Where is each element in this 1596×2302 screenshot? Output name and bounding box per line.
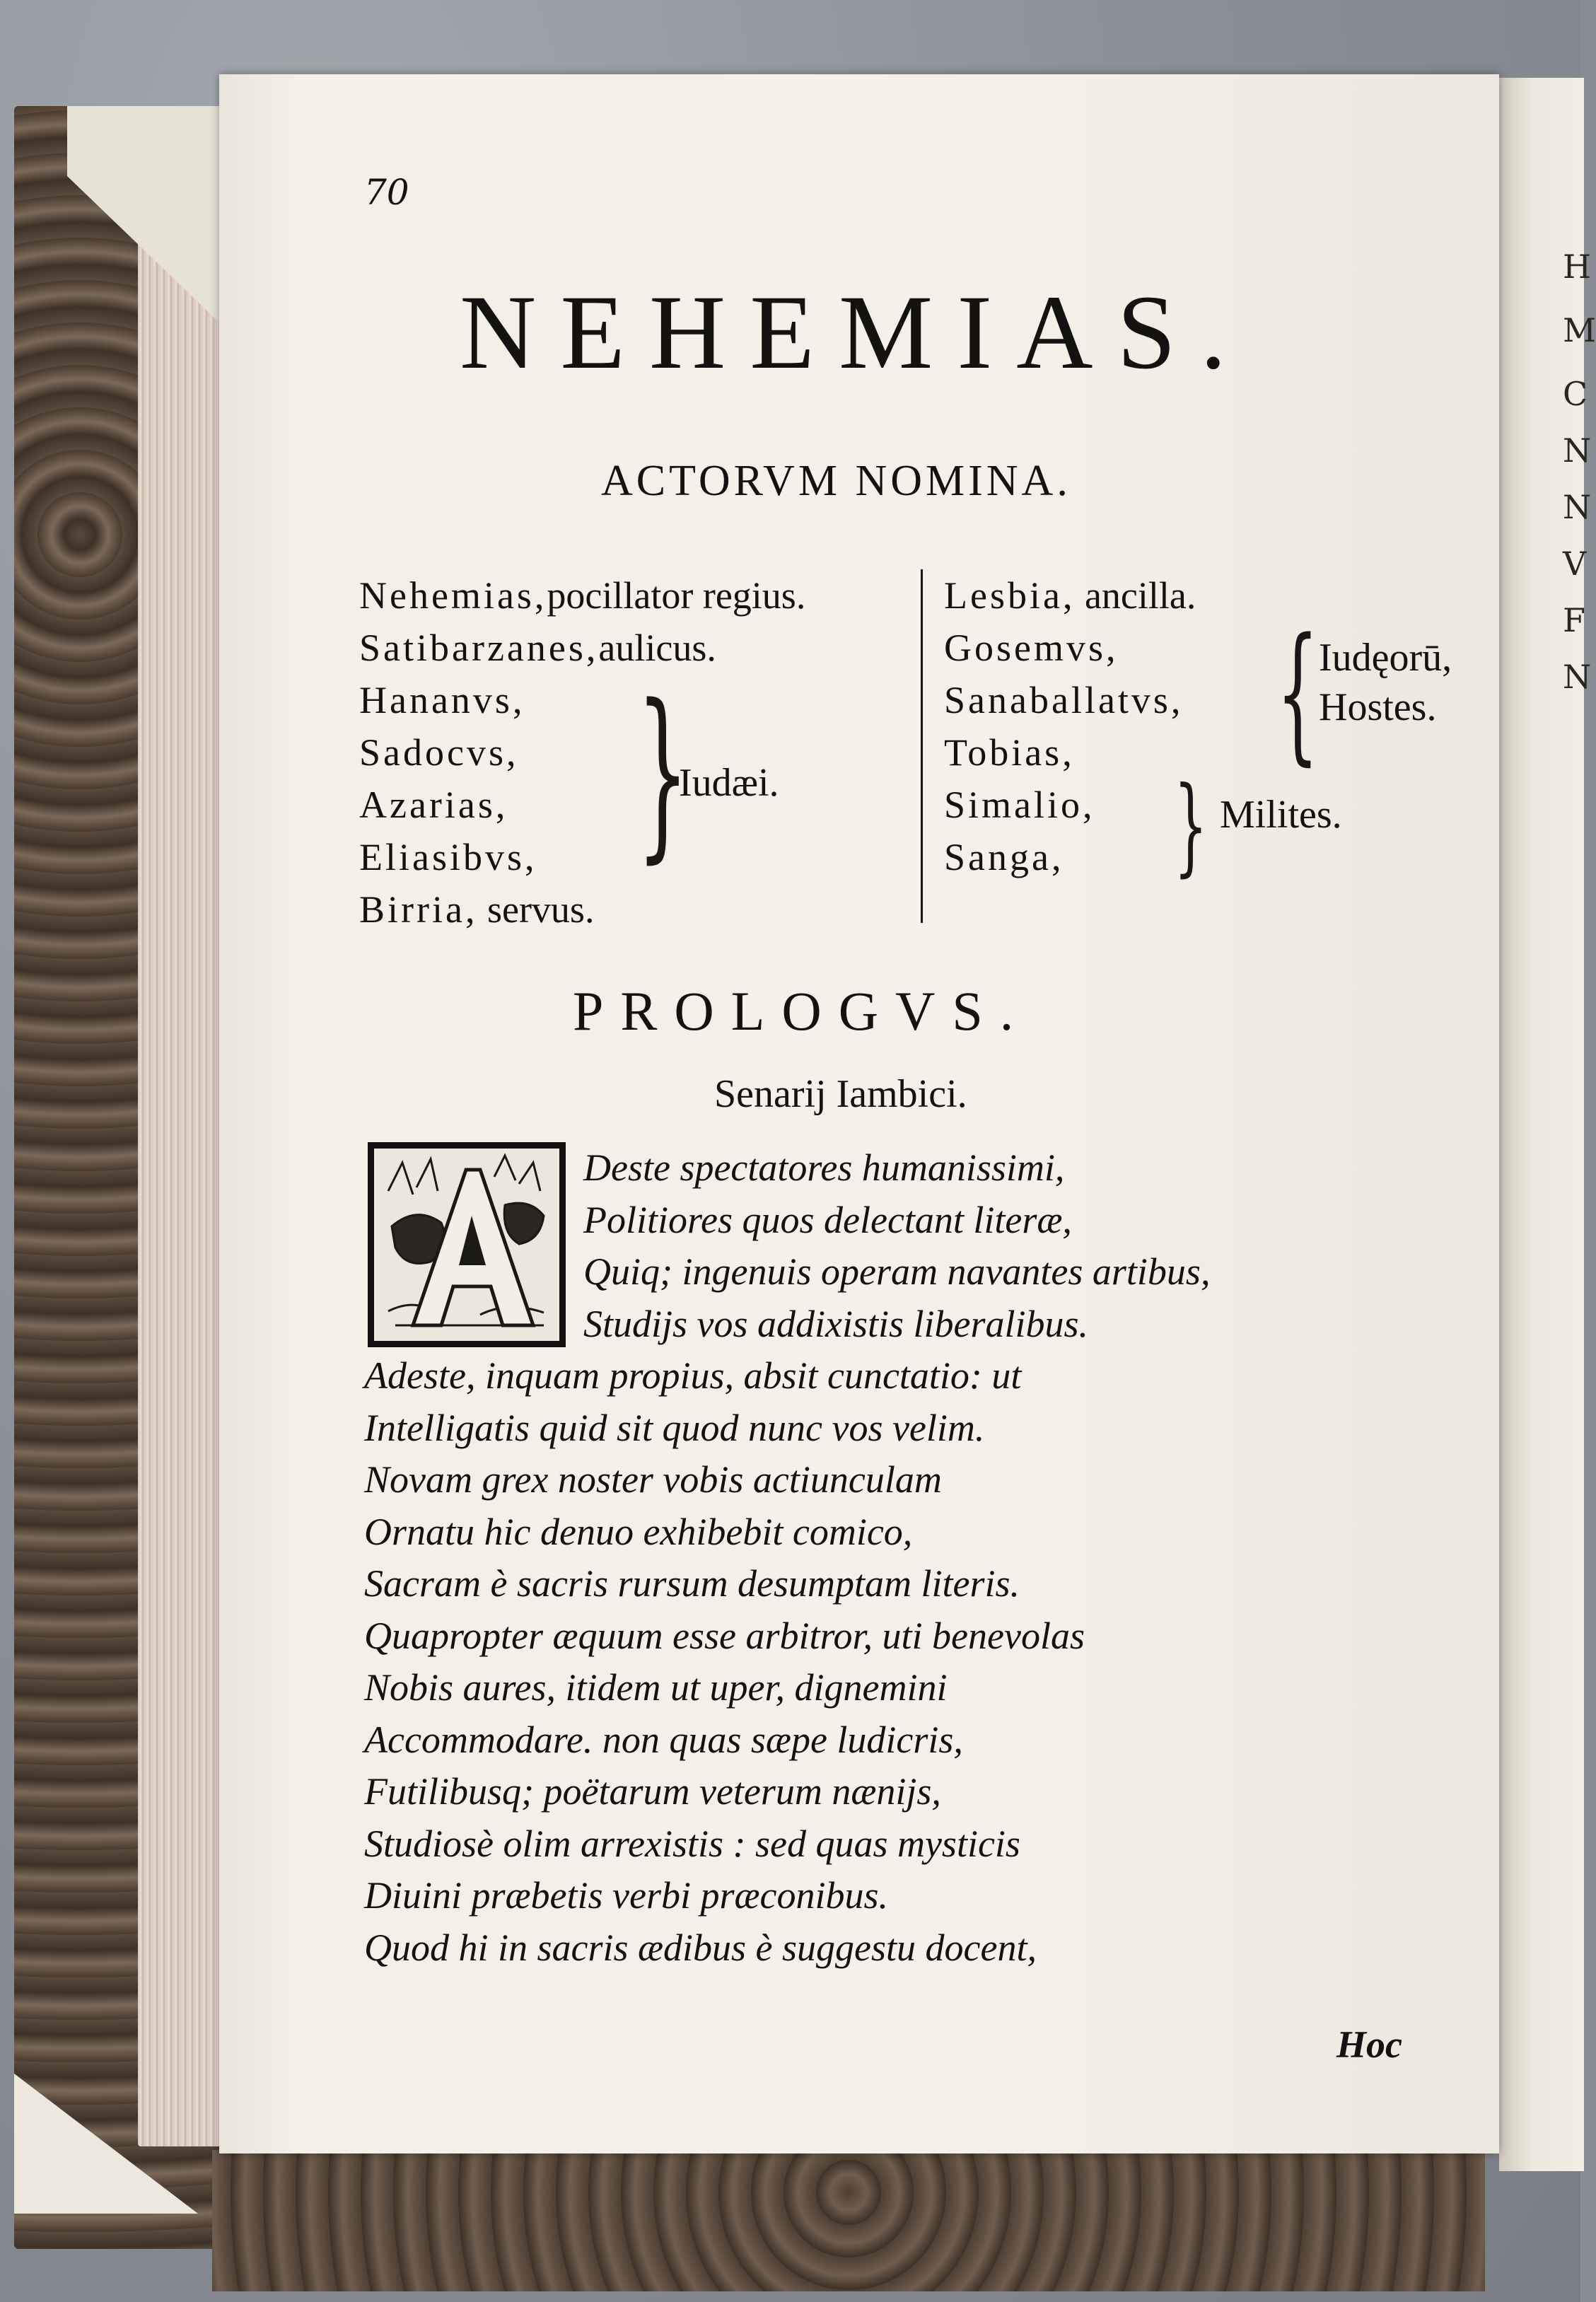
cast-list-left	[359, 569, 805, 936]
cast-list-right	[944, 569, 1196, 883]
verse-line: Quiq; ingenuis operam navantes artibus,	[583, 1250, 1211, 1293]
cast-item: Sadocvs,	[359, 731, 519, 774]
verse-line: Studijs vos addixistis liberalibus.	[583, 1302, 1089, 1345]
catchword: Hoc	[1336, 2023, 1402, 2066]
cast-item: Azarias,	[359, 784, 508, 826]
cast-item: Sanga,	[944, 836, 1064, 878]
book-spine-bottom	[212, 2150, 1485, 2291]
group-label-judaei: Iudæi.	[679, 761, 779, 805]
verse-line: Futilibusq; poëtarum veterum nænijs,	[364, 1770, 941, 1813]
verse-line: Politiores quos delectant literæ,	[583, 1198, 1072, 1241]
cast-item: Birria, servus.	[359, 888, 595, 931]
verse-line: Adeste, inquam propius, absit cunctatio: ut	[364, 1354, 1022, 1397]
cast-item: Simalio,	[944, 784, 1095, 826]
group-label-hostes: Iudęorū, Hostes.	[1319, 636, 1452, 729]
cast-item: Nehemias,pocillator regius.	[359, 574, 806, 617]
group-label-milites: Milites.	[1220, 793, 1342, 837]
verse-line: Diuini præbetis verbi præconibus.	[364, 1874, 888, 1917]
verse-line: Quapropter æquum esse arbitror, uti benevolas	[364, 1614, 1085, 1657]
verse-line: Novam grex noster vobis actiunculam	[364, 1458, 942, 1501]
cast-heading: ACTORVM NOMINA.	[601, 457, 1071, 505]
brace-milites: }	[1174, 765, 1208, 888]
cast-item: Tobias,	[944, 731, 1075, 774]
brace-judaei: }	[636, 666, 689, 880]
verse-line: Deste spectatores humanissimi,	[583, 1146, 1065, 1189]
cast-item: Hananvs,	[359, 679, 525, 721]
verse-line: Ornatu hic denuo exhibebit comico,	[364, 1510, 913, 1553]
page-title: NEHEMIAS.	[460, 274, 1251, 391]
verse-line: Accommodare. non quas sæpe ludicris,	[364, 1718, 963, 1761]
cast-item: Gosemvs,	[944, 627, 1119, 669]
verse-line: Nobis aures, itidem ut uper, dignemini	[364, 1666, 948, 1709]
cast-item: Eliasibvs,	[359, 836, 537, 878]
prologue-heading: PROLOGVS.	[573, 980, 1031, 1042]
verse-line: Intelligatis quid sit quod nunc vos velim.	[364, 1406, 985, 1449]
brace-hostes: {	[1276, 606, 1320, 779]
cast-item: Lesbia, ancilla.	[944, 574, 1196, 617]
cast-item: Satibarzanes,aulicus.	[359, 627, 716, 669]
book-page	[219, 74, 1499, 2153]
prologue-verses	[364, 1142, 1210, 1974]
facing-page: H M C N N V F N	[1499, 78, 1584, 2171]
column-divider	[921, 569, 923, 923]
verse-line: Sacram è sacris rursum desumptam literis.	[364, 1562, 1020, 1605]
verse-line: Quod hi in sacris ædibus è suggestu docent,	[364, 1926, 1037, 1969]
page-number: 70	[364, 172, 409, 213]
meter-heading: Senarij Iambici.	[714, 1072, 967, 1116]
verse-line: Studiosè olim arrexistis : sed quas mysticis	[364, 1822, 1020, 1865]
cast-item: Sanaballatvs,	[944, 679, 1184, 721]
